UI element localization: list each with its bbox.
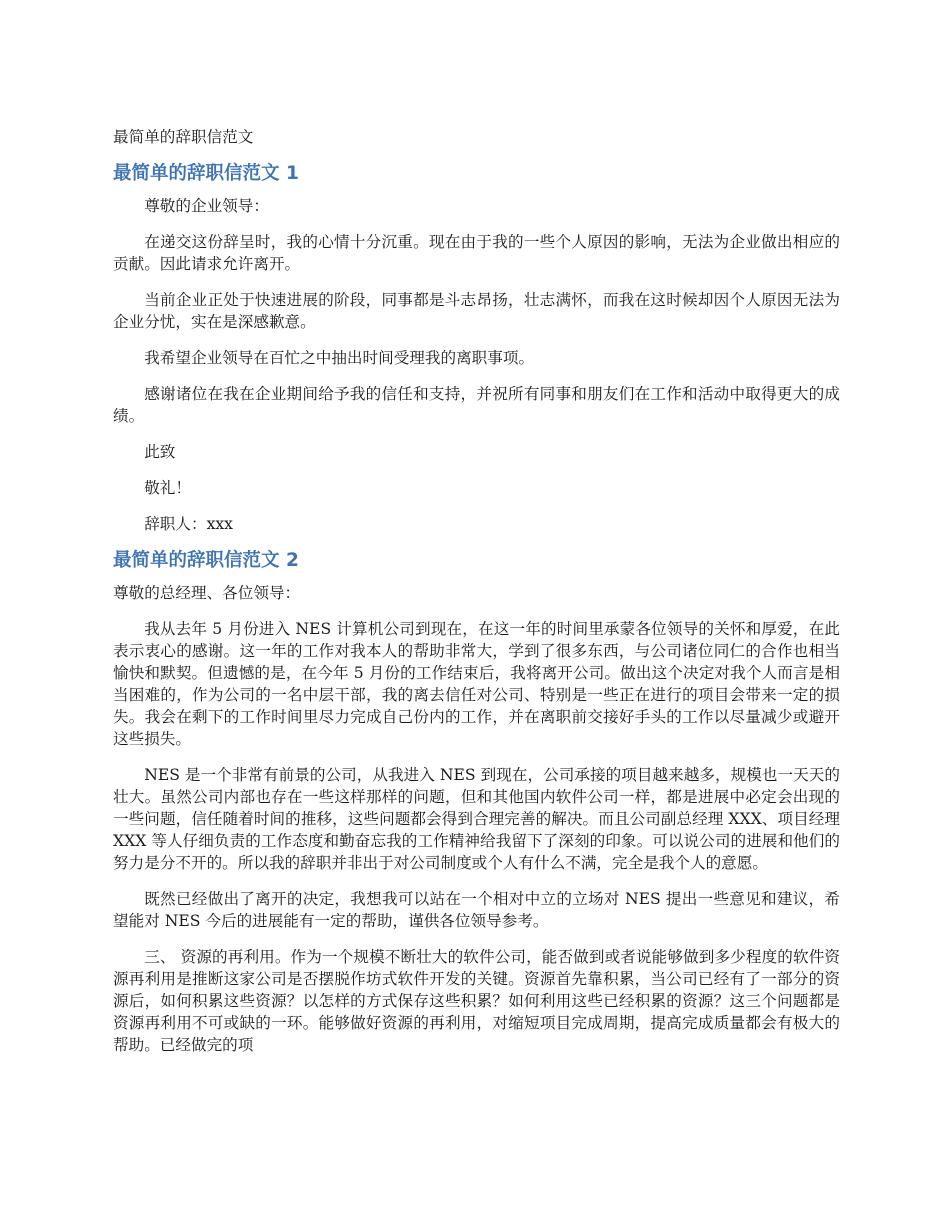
body-paragraph: 既然已经做出了离开的决定，我想我可以站在一个相对中立的立场对 NES 提出一些意见和建议，希望能对 NES 今后的进展能有一定的帮助，谨供各位领导参考。: [113, 890, 840, 930]
salutation: 尊敬的总经理、各位领导：: [113, 584, 301, 602]
body-paragraph: 我从去年 5 月份进入 NES 计算机公司到现在，在这一年的时间里承蒙各位领导的关怀和厚爱，在此表示衷心的感谢。这一年的工作对我本人的帮助非常大，学到了很多东西，与公司诸位同仁的合作也相当愉快和默契。但遗憾的是，在今年 5 月份的工作结束后，我将离开公司。做出这个决定对我个人而言是相当困难的，作为公司的一名中层干部，我的离去信任对公司、特别是一些正在进行的项目会带来一定的损失。我会在剩下的工作时间里尽力完成自己份内的工作，并在离职前交接好手头的工作以尽量减少或避开这些损失。: [113, 620, 840, 748]
closing-line: 敬礼！: [144, 479, 191, 497]
body-paragraph: 感谢诸位在我在企业期间给予我的信任和支持，并祝所有同事和朋友们在工作和活动中取得更大的成绩。: [113, 385, 840, 425]
body-paragraph: 三、 资源的再利用。作为一个规模不断壮大的软件公司，能否做到或者说能够做到多少程度的软件资源再利用是推断这家公司是否摆脱作坊式软件开发的关键。资源首先靠积累，当公司已经有了一部分的资源后，如何积累这些资源？以怎样的方式保存这些积累？如何利用这些已经积累的资源？这三个问题都是资源再利用不可或缺的一环。能够做好资源的再利用，对缩短项目完成周期，提高完成质量都会有极大的帮助。已经做完的项: [113, 948, 840, 1054]
body-paragraph: NES 是一个非常有前景的公司，从我进入 NES 到现在，公司承接的项目越来越多，规模也一天天的壮大。虽然公司内部也存在一些这样那样的问题，但和其他国内软件公司一样，都是进展中必定会出现的一些问题，信任随着时间的推移，这些问题都会得到合理完善的解决。而且公司副总经理 XXX、项目经理 XXX 等人仔细负责的工作态度和勤奋忘我的工作精神给我留下了深刻的印象。可以说公司的进展和他们的努力是分不开的。所以我的辞职并非出于对公司制度或个人有什么不满，完全是我个人的意愿。: [113, 766, 840, 872]
document-title: 最简单的辞职信范文: [113, 128, 254, 146]
document-page: [113, 126, 840, 1070]
section-1: [113, 162, 840, 535]
section-2: [113, 549, 840, 1056]
signature-line: 辞职人：xxx: [144, 515, 233, 533]
section-heading: 最简单的辞职信范文 1: [113, 163, 299, 184]
closing-line: 此致: [144, 443, 176, 461]
body-paragraph: 我希望企业领导在百忙之中抽出时间受理我的离职事项。: [144, 349, 535, 367]
salutation: 尊敬的企业领导：: [144, 197, 269, 215]
body-paragraph: 当前企业正处于快速进展的阶段，同事都是斗志昂扬，壮志满怀，而我在这时候却因个人原因无法为企业分忧，实在是深感歉意。: [113, 291, 840, 331]
section-heading: 最简单的辞职信范文 2: [113, 550, 299, 571]
body-paragraph: 在递交这份辞呈时，我的心情十分沉重。现在由于我的一些个人原因的影响，无法为企业做出相应的贡献。因此请求允许离开。: [113, 233, 840, 273]
